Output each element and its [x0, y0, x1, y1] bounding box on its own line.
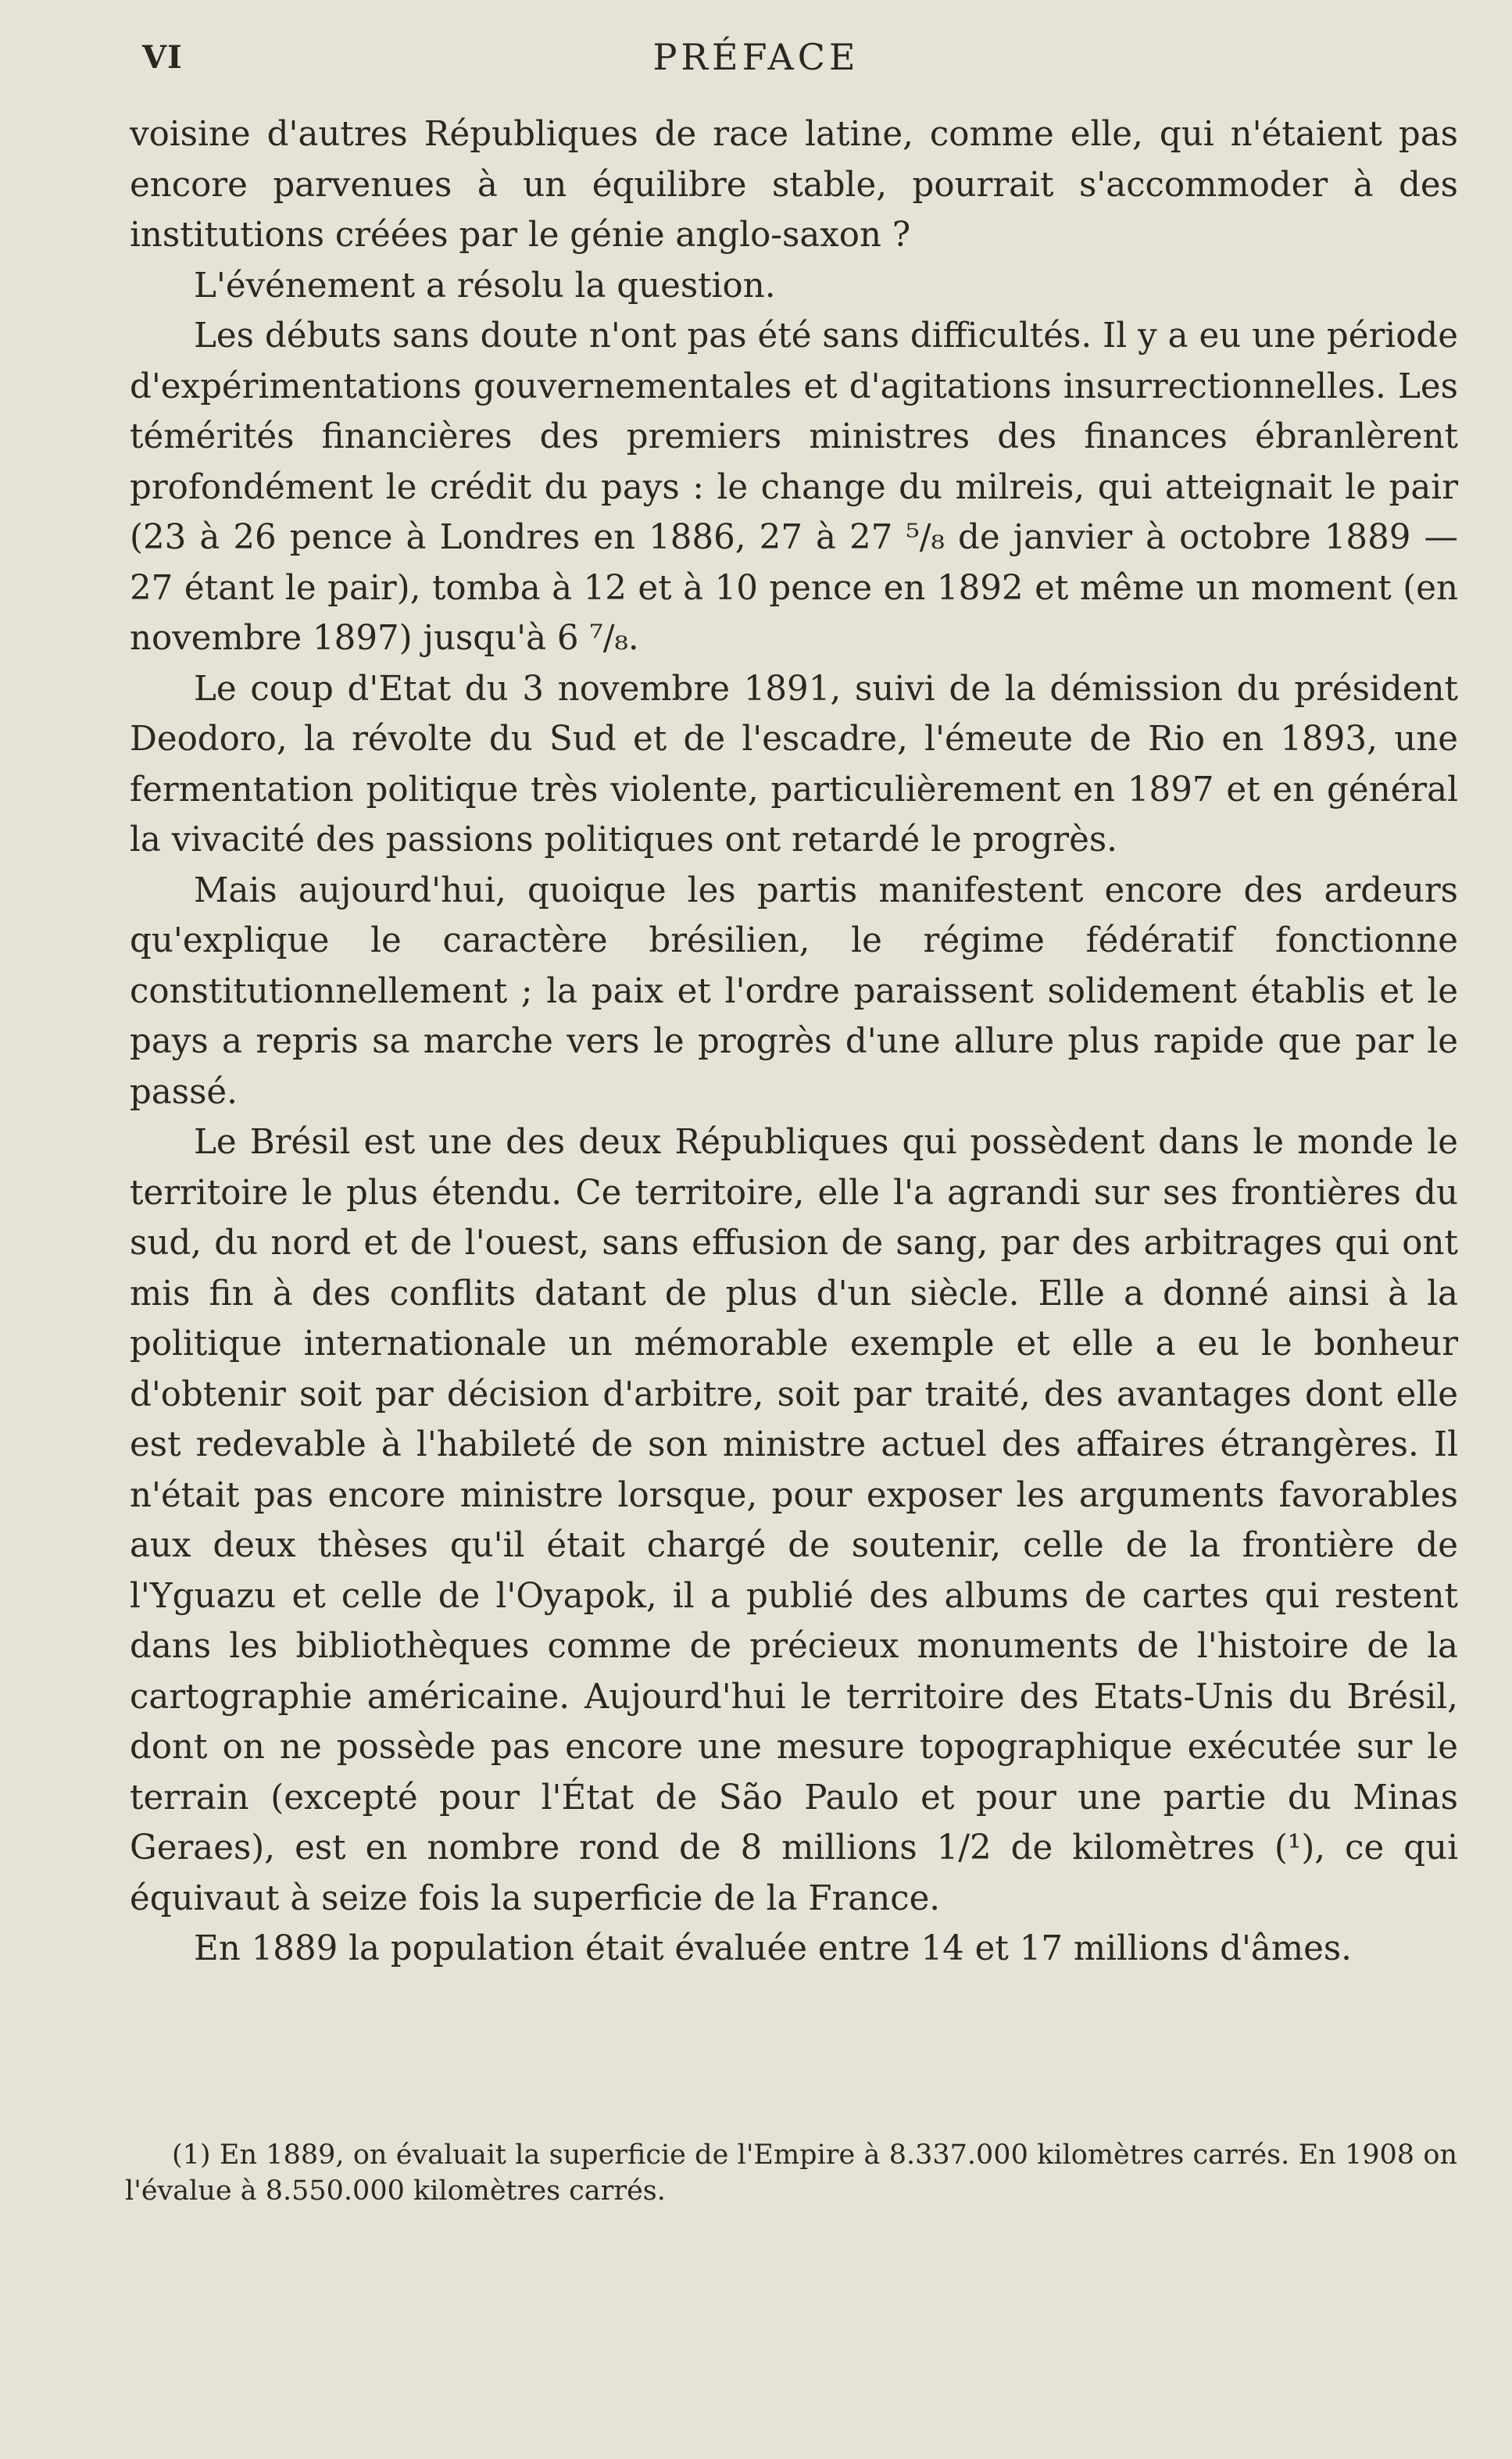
paragraph: L'événement a résolu la question.	[194, 266, 776, 306]
footnote: (1) En 1889, on évaluait la superficie de l'Empire à 8.337.000 kilomètres carrés. En 1908 on l'évalue à 8.550.000 kilomètres carrés.	[125, 2139, 1457, 2207]
running-head	[0, 36, 1512, 83]
paragraph: voisine d'autres Républiques de race latine, comme elle, qui n'étaient pas encore parvenues à un équilibre stable, pourrait s'accommoder à des institutions créées par le génie anglo-saxon ?	[130, 115, 1458, 255]
paragraph: Le Brésil est une des deux Républiques qui possèdent dans le monde le territoire le plus étendu. Ce territoire, elle l'a agrandi sur ses frontières du sud, du nord et de l'ouest, sans effusion de sang, par des arbitrages qui ont mis fin à des conflits datant de plus d'un siècle. Elle a donné ainsi à la politique internationale un mémorable exemple et elle a eu le bonheur d'obtenir soit par décision d'arbitre, soit par traité, des avantages dont elle est redevable à l'habileté de son ministre actuel des affaires étrangères. Il n'était pas encore ministre lorsque, pour exposer les arguments favorables aux deux thèses qu'il était chargé de soutenir, celle de la frontière de l'Yguazu et celle de l'Oyapok, il a publié des albums de cartes qui restent dans les bibliothèques comme de précieux monuments de l'histoire de la cartographie américaine. Aujourd'hui le territoire des Etats-Unis du Brésil, dont on ne possède pas encore une mesure topographique exécutée sur le terrain (excepté pour l'État de São Paulo et pour une partie du Minas Geraes), est en nombre rond de 8 millions 1/2 de kilomètres (¹), ce qui équivaut à seize fois la superficie de la France.	[130, 1123, 1458, 1918]
running-title: PRÉFACE	[652, 36, 860, 78]
paragraph: En 1889 la population était évaluée entre 14 et 17 millions d'âmes.	[194, 1929, 1352, 1968]
footnotes	[125, 2137, 1457, 2209]
paragraph: Les débuts sans doute n'ont pas été sans difficultés. Il y a eu une période d'expérimentations gouvernementales et d'agitations insurrectionnelles. Les témérités financières des premiers ministres des finances ébranlèrent profondément le crédit du pays : le change du milreis, qui atteignait le pair (23 à 26 pence à Londres en 1886, 27 à 27 ⁵/₈ de janvier à octobre 1889 — 27 étant le pair), tomba à 12 et à 10 pence en 1892 et même un moment (en novembre 1897) jusqu'à 6 ⁷/₈.	[130, 316, 1458, 658]
body-text	[130, 109, 1458, 1975]
paragraph: Mais aujourd'hui, quoique les partis manifestent encore des ardeurs qu'explique le caractère brésilien, le régime fédératif fonctionne constitutionnellement ; la paix et l'ordre paraissent solidement établis et le pays a repris sa marche vers le progrès d'une allure plus rapide que par le passé.	[130, 870, 1458, 1112]
paragraph: Le coup d'Etat du 3 novembre 1891, suivi de la démission du président Deodoro, la révolte du Sud et de l'escadre, l'émeute de Rio en 1893, une fermentation politique très violente, particulièrement en 1897 et en général la vivacité des passions politiques ont retardé le progrès.	[130, 669, 1458, 860]
page-number: VI	[142, 39, 183, 76]
